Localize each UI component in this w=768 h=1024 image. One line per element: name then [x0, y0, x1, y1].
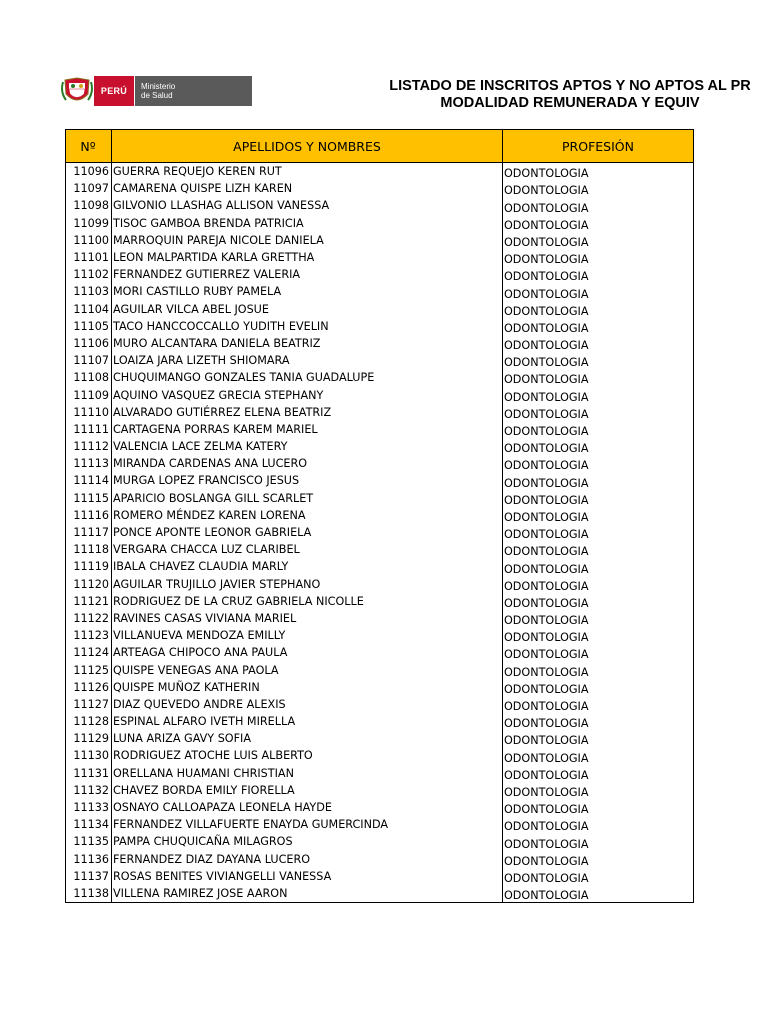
- table-row: [66, 782, 694, 799]
- row-number: 11138: [66, 885, 112, 903]
- table-row: [66, 627, 694, 644]
- row-name: APARICIO BOSLANGA GILL SCARLET: [112, 490, 503, 507]
- row-profession: ODONTOLOGIA: [503, 266, 694, 283]
- row-number: 11102: [66, 266, 112, 283]
- row-name: ESPINAL ALFARO IVETH MIRELLA: [112, 713, 503, 730]
- row-name: CHUQUIMANGO GONZALES TANIA GUADALUPE: [112, 369, 503, 386]
- row-name: VILLENA RAMIREZ JOSE AARON: [112, 885, 503, 903]
- table-row: [66, 593, 694, 610]
- table-row: [66, 507, 694, 524]
- row-profession: ODONTOLOGIA: [503, 197, 694, 214]
- row-profession: ODONTOLOGIA: [503, 610, 694, 627]
- row-number: 11134: [66, 816, 112, 833]
- title-line-1: LISTADO DE INSCRITOS APTOS Y NO APTOS AL PR: [389, 78, 751, 94]
- row-name: TISOC GAMBOA BRENDA PATRICIA: [112, 215, 503, 232]
- table-row: [66, 301, 694, 318]
- row-profession: ODONTOLOGIA: [503, 816, 694, 833]
- table-row: [66, 232, 694, 249]
- row-number: 11110: [66, 404, 112, 421]
- table-row: [66, 730, 694, 747]
- row-name: ALVARADO GUTIÉRREZ ELENA BEATRIZ: [112, 404, 503, 421]
- row-number: 11115: [66, 490, 112, 507]
- row-profession: ODONTOLOGIA: [503, 782, 694, 799]
- row-number: 11131: [66, 765, 112, 782]
- row-number: 11121: [66, 593, 112, 610]
- row-profession: ODONTOLOGIA: [503, 215, 694, 232]
- table-row: [66, 541, 694, 558]
- row-profession: ODONTOLOGIA: [503, 249, 694, 266]
- row-profession: ODONTOLOGIA: [503, 661, 694, 678]
- row-profession: ODONTOLOGIA: [503, 301, 694, 318]
- row-number: 11119: [66, 558, 112, 575]
- row-profession: ODONTOLOGIA: [503, 576, 694, 593]
- table-row: [66, 747, 694, 764]
- row-name: MIRANDA CARDENAS ANA LUCERO: [112, 455, 503, 472]
- table-row: [66, 369, 694, 386]
- row-number: 11096: [66, 163, 112, 181]
- table-header-row: [66, 130, 694, 163]
- row-profession: ODONTOLOGIA: [503, 386, 694, 403]
- row-profession: ODONTOLOGIA: [503, 232, 694, 249]
- table-row: [66, 335, 694, 352]
- table-row: [66, 576, 694, 593]
- row-profession: ODONTOLOGIA: [503, 765, 694, 782]
- row-profession: ODONTOLOGIA: [503, 438, 694, 455]
- table-row: [66, 421, 694, 438]
- row-name: MORI CASTILLO RUBY PAMELA: [112, 283, 503, 300]
- row-name: CHAVEZ BORDA EMILY FIORELLA: [112, 782, 503, 799]
- row-name: DIAZ QUEVEDO ANDRE ALEXIS: [112, 696, 503, 713]
- table-row: [66, 180, 694, 197]
- row-name: ROMERO MÉNDEZ KAREN LORENA: [112, 507, 503, 524]
- table-row: [66, 524, 694, 541]
- row-name: AQUINO VASQUEZ GRECIA STEPHANY: [112, 386, 503, 403]
- table-row: [66, 318, 694, 335]
- row-number: 11112: [66, 438, 112, 455]
- table-row: [66, 868, 694, 885]
- row-number: 11118: [66, 541, 112, 558]
- row-name: TACO HANCCOCCALLO YUDITH EVELIN: [112, 318, 503, 335]
- document-title: [250, 78, 768, 112]
- row-number: 11135: [66, 833, 112, 850]
- ministry-line-2: de Salud: [141, 91, 173, 100]
- row-name: QUISPE VENEGAS ANA PAOLA: [112, 661, 503, 678]
- row-profession: ODONTOLOGIA: [503, 696, 694, 713]
- row-profession: ODONTOLOGIA: [503, 541, 694, 558]
- row-profession: ODONTOLOGIA: [503, 627, 694, 644]
- row-name: CAMARENA QUISPE LIZH KAREN: [112, 180, 503, 197]
- row-profession: ODONTOLOGIA: [503, 180, 694, 197]
- table-row: [66, 713, 694, 730]
- row-number: 11120: [66, 576, 112, 593]
- row-name: GUERRA REQUEJO KEREN RUT: [112, 163, 503, 181]
- table-row: [66, 266, 694, 283]
- table-row: [66, 352, 694, 369]
- row-name: VALENCIA LACE ZELMA KATERY: [112, 438, 503, 455]
- peru-label: PERÚ: [94, 76, 134, 106]
- row-profession: ODONTOLOGIA: [503, 868, 694, 885]
- row-number: 11101: [66, 249, 112, 266]
- row-profession: ODONTOLOGIA: [503, 799, 694, 816]
- row-number: 11127: [66, 696, 112, 713]
- row-name: RAVINES CASAS VIVIANA MARIEL: [112, 610, 503, 627]
- row-profession: ODONTOLOGIA: [503, 507, 694, 524]
- table-row: [66, 404, 694, 421]
- table-row: [66, 799, 694, 816]
- row-profession: ODONTOLOGIA: [503, 163, 694, 181]
- table-row: [66, 386, 694, 403]
- row-number: 11099: [66, 215, 112, 232]
- row-number: 11125: [66, 661, 112, 678]
- table-row: [66, 851, 694, 868]
- row-profession: ODONTOLOGIA: [503, 851, 694, 868]
- table-row: [66, 249, 694, 266]
- row-profession: ODONTOLOGIA: [503, 352, 694, 369]
- row-number: 11129: [66, 730, 112, 747]
- row-number: 11130: [66, 747, 112, 764]
- table-row: [66, 610, 694, 627]
- registrants-table: [65, 129, 694, 903]
- row-number: 11108: [66, 369, 112, 386]
- row-profession: ODONTOLOGIA: [503, 472, 694, 489]
- table-row: [66, 558, 694, 575]
- table-row: [66, 833, 694, 850]
- column-header-names: APELLIDOS Y NOMBRES: [112, 130, 503, 163]
- row-number: 11128: [66, 713, 112, 730]
- row-name: MURGA LOPEZ FRANCISCO JESUS: [112, 472, 503, 489]
- row-profession: ODONTOLOGIA: [503, 318, 694, 335]
- row-name: ARTEAGA CHIPOCO ANA PAULA: [112, 644, 503, 661]
- row-name: LUNA ARIZA GAVY SOFIA: [112, 730, 503, 747]
- row-profession: ODONTOLOGIA: [503, 644, 694, 661]
- row-number: 11117: [66, 524, 112, 541]
- row-number: 11133: [66, 799, 112, 816]
- row-profession: ODONTOLOGIA: [503, 421, 694, 438]
- row-name: ROSAS BENITES VIVIANGELLI VANESSA: [112, 868, 503, 885]
- table-row: [66, 283, 694, 300]
- row-name: MARROQUIN PAREJA NICOLE DANIELA: [112, 232, 503, 249]
- row-profession: ODONTOLOGIA: [503, 593, 694, 610]
- row-name: FERNANDEZ VILLAFUERTE ENAYDA GUMERCINDA: [112, 816, 503, 833]
- row-profession: ODONTOLOGIA: [503, 747, 694, 764]
- table-row: [66, 679, 694, 696]
- row-profession: ODONTOLOGIA: [503, 833, 694, 850]
- row-number: 11107: [66, 352, 112, 369]
- column-header-number: Nº: [66, 130, 112, 163]
- table-row: [66, 438, 694, 455]
- row-profession: ODONTOLOGIA: [503, 490, 694, 507]
- row-number: 11105: [66, 318, 112, 335]
- row-name: FERNANDEZ DIAZ DAYANA LUCERO: [112, 851, 503, 868]
- row-name: PAMPA CHUQUICAÑA MILAGROS: [112, 833, 503, 850]
- table-row: [66, 644, 694, 661]
- row-name: QUISPE MUÑOZ KATHERIN: [112, 679, 503, 696]
- row-profession: ODONTOLOGIA: [503, 558, 694, 575]
- row-number: 11100: [66, 232, 112, 249]
- row-number: 11114: [66, 472, 112, 489]
- table-row: [66, 197, 694, 214]
- row-number: 11132: [66, 782, 112, 799]
- row-name: OSNAYO CALLOAPAZA LEONELA HAYDE: [112, 799, 503, 816]
- row-number: 11137: [66, 868, 112, 885]
- row-name: VILLANUEVA MENDOZA EMILLY: [112, 627, 503, 644]
- row-profession: ODONTOLOGIA: [503, 730, 694, 747]
- row-profession: ODONTOLOGIA: [503, 404, 694, 421]
- row-number: 11123: [66, 627, 112, 644]
- row-name: RODRIGUEZ DE LA CRUZ GABRIELA NICOLLE: [112, 593, 503, 610]
- row-name: AGUILAR VILCA ABEL JOSUE: [112, 301, 503, 318]
- table-row: [66, 490, 694, 507]
- row-number: 11126: [66, 679, 112, 696]
- row-profession: ODONTOLOGIA: [503, 335, 694, 352]
- row-profession: ODONTOLOGIA: [503, 885, 694, 903]
- table-row: [66, 455, 694, 472]
- row-profession: ODONTOLOGIA: [503, 524, 694, 541]
- row-name: MURO ALCANTARA DANIELA BEATRIZ: [112, 335, 503, 352]
- row-profession: ODONTOLOGIA: [503, 679, 694, 696]
- row-name: FERNANDEZ GUTIERREZ VALERIA: [112, 266, 503, 283]
- row-number: 11136: [66, 851, 112, 868]
- row-number: 11097: [66, 180, 112, 197]
- table-row: [66, 472, 694, 489]
- title-line-2: MODALIDAD REMUNERADA Y EQUIV: [440, 95, 700, 111]
- row-number: 11106: [66, 335, 112, 352]
- row-name: IBALA CHAVEZ CLAUDIA MARLY: [112, 558, 503, 575]
- ministry-label: [134, 76, 252, 106]
- row-name: VERGARA CHACCA LUZ CLARIBEL: [112, 541, 503, 558]
- ministry-line-1: Ministerio: [141, 82, 176, 91]
- row-number: 11104: [66, 301, 112, 318]
- row-profession: ODONTOLOGIA: [503, 369, 694, 386]
- row-name: GILVONIO LLASHAG ALLISON VANESSA: [112, 197, 503, 214]
- table-row: [66, 215, 694, 232]
- row-number: 11124: [66, 644, 112, 661]
- row-number: 11109: [66, 386, 112, 403]
- row-name: ORELLANA HUAMANI CHRISTIAN: [112, 765, 503, 782]
- row-number: 11122: [66, 610, 112, 627]
- row-profession: ODONTOLOGIA: [503, 455, 694, 472]
- row-name: CARTAGENA PORRAS KAREM MARIEL: [112, 421, 503, 438]
- row-number: 11103: [66, 283, 112, 300]
- table-row: [66, 816, 694, 833]
- coat-of-arms-icon: [60, 76, 94, 106]
- table-row: [66, 885, 694, 903]
- row-number: 11098: [66, 197, 112, 214]
- column-header-profession: PROFESIÓN: [503, 130, 694, 163]
- row-name: AGUILAR TRUJILLO JAVIER STEPHANO: [112, 576, 503, 593]
- row-number: 11111: [66, 421, 112, 438]
- row-name: LOAIZA JARA LIZETH SHIOMARA: [112, 352, 503, 369]
- table-row: [66, 765, 694, 782]
- row-number: 11113: [66, 455, 112, 472]
- row-profession: ODONTOLOGIA: [503, 283, 694, 300]
- row-profession: ODONTOLOGIA: [503, 713, 694, 730]
- table-row: [66, 163, 694, 181]
- table-row: [66, 696, 694, 713]
- minsa-logo: [60, 76, 252, 106]
- table-body: [66, 163, 694, 903]
- row-name: RODRIGUEZ ATOCHE LUIS ALBERTO: [112, 747, 503, 764]
- row-name: LEON MALPARTIDA KARLA GRETTHA: [112, 249, 503, 266]
- table-row: [66, 661, 694, 678]
- row-name: PONCE APONTE LEONOR GABRIELA: [112, 524, 503, 541]
- row-number: 11116: [66, 507, 112, 524]
